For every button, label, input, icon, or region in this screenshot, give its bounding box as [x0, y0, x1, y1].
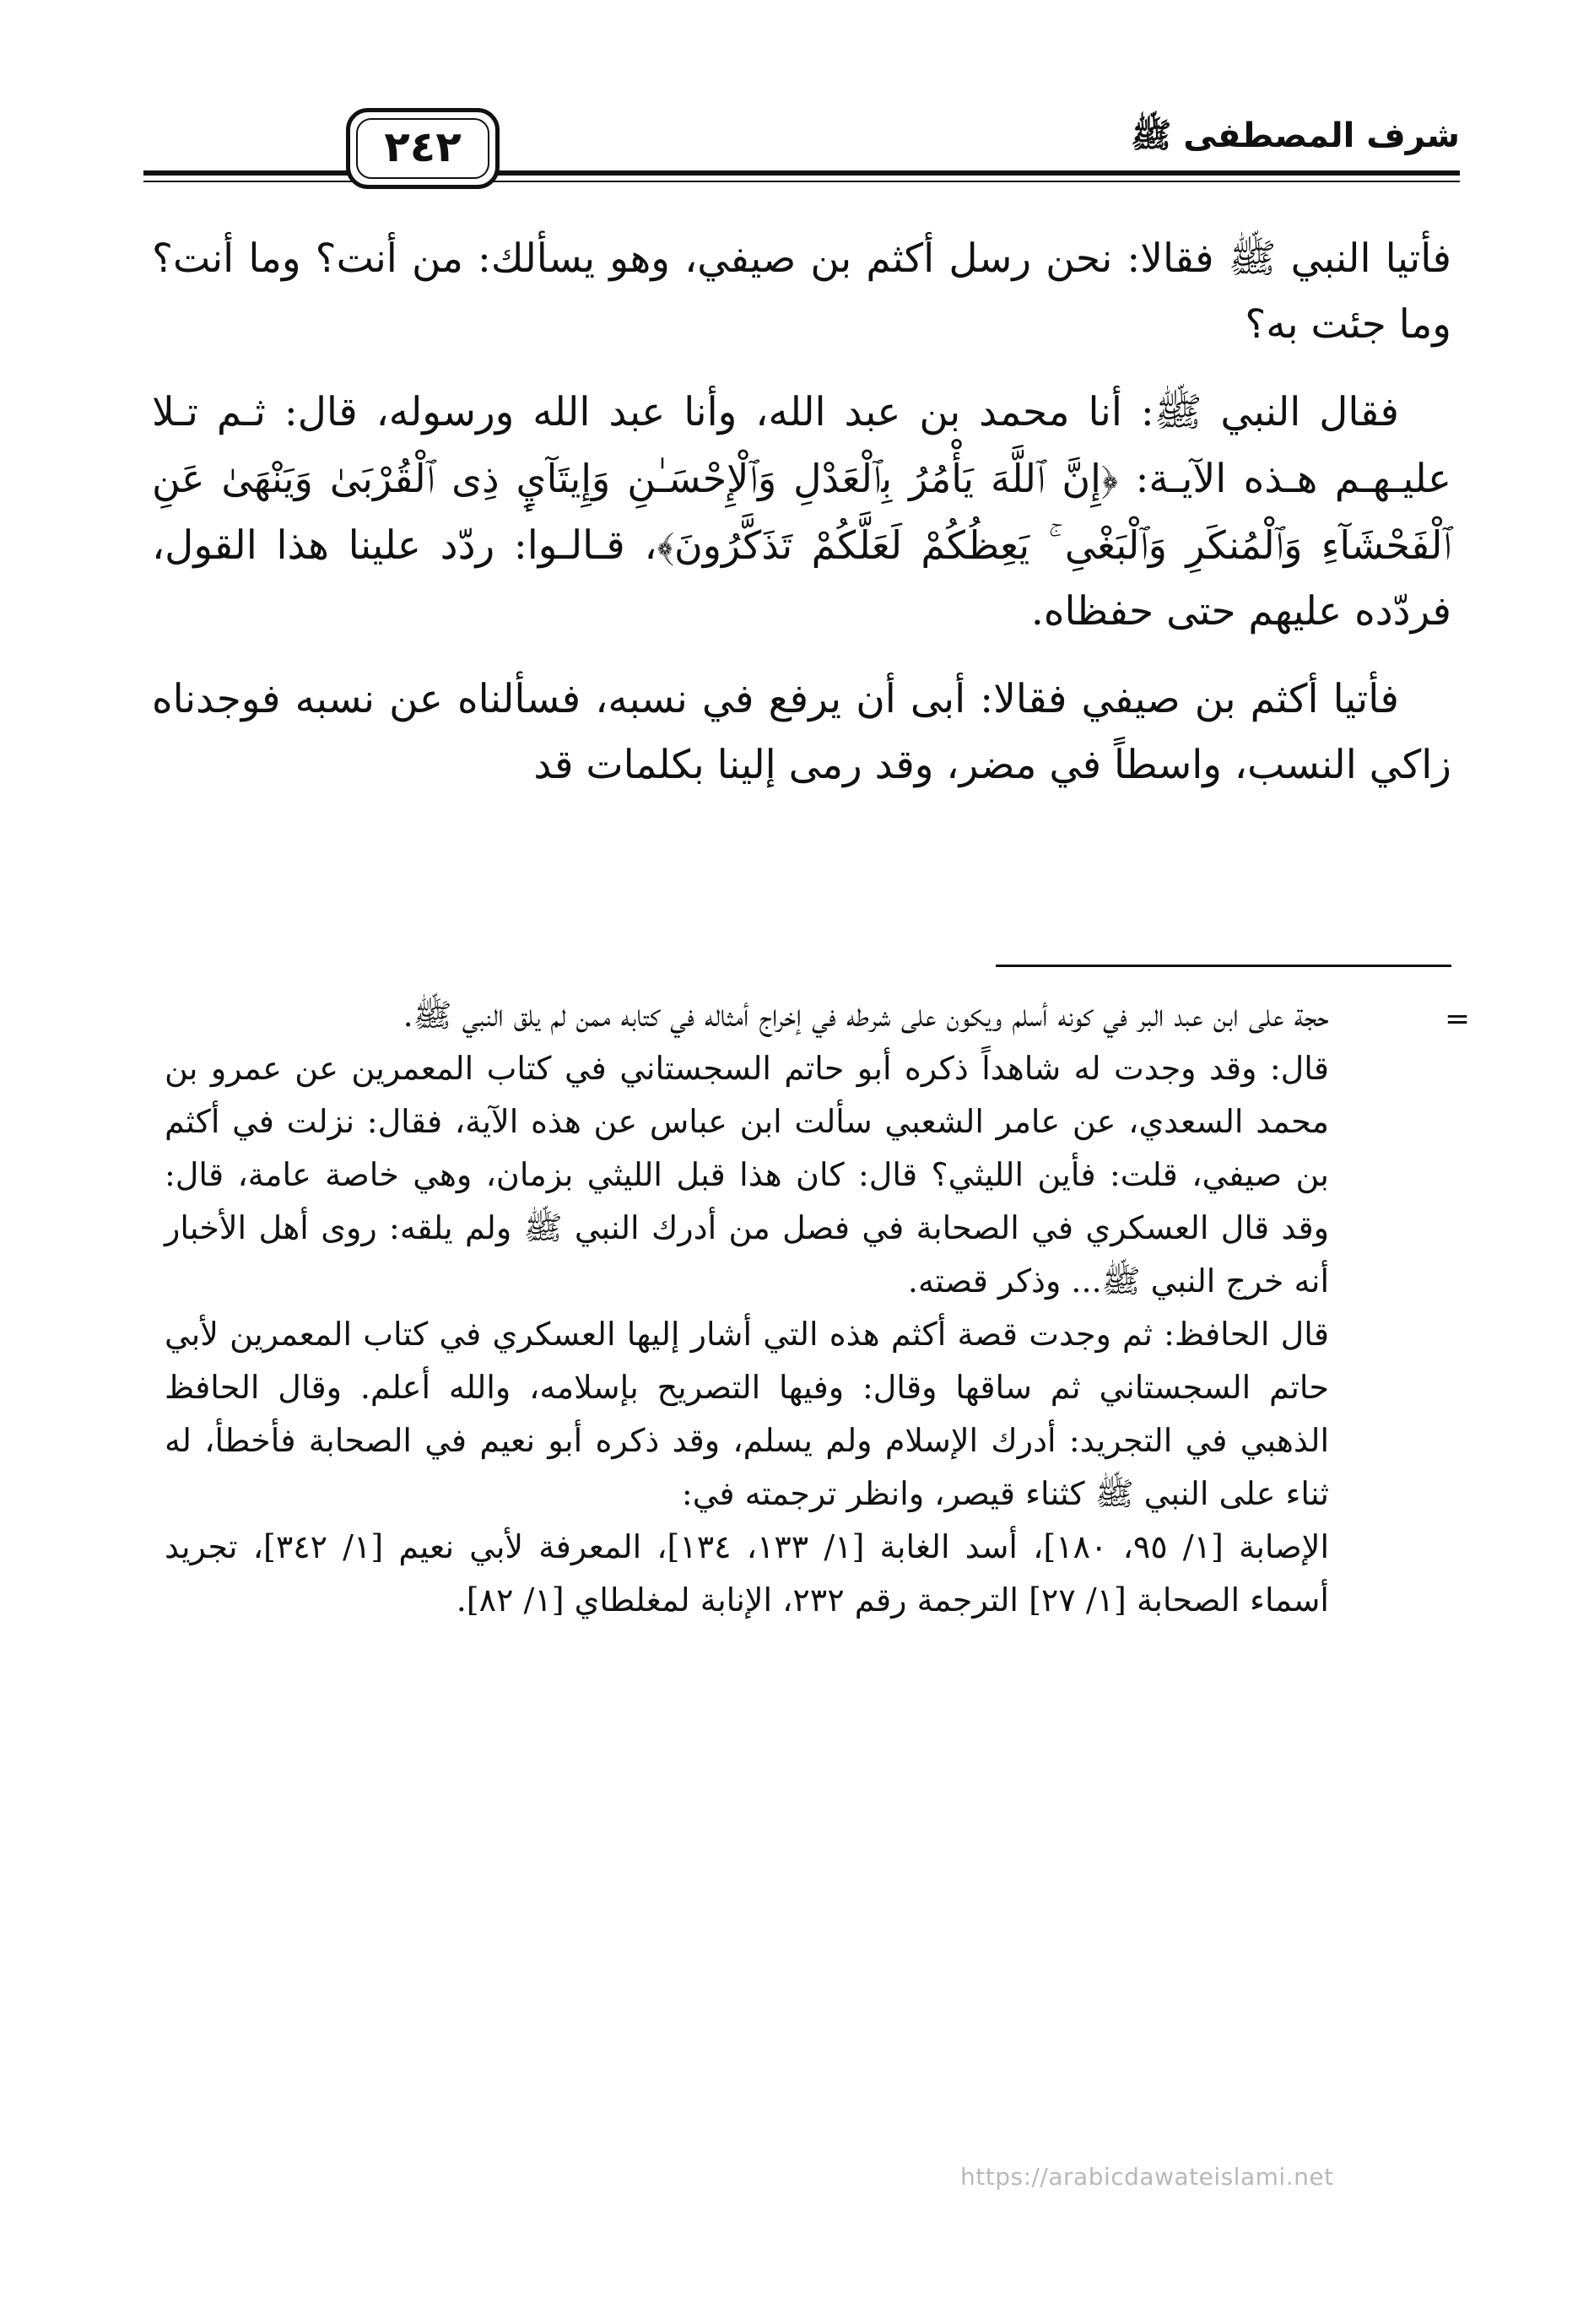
paragraph-2-end: ، قـالـوا: ردّد علينا هذا القول، فردّده عليهم حتى حفظاه. [152, 522, 1451, 635]
footnote-paragraph-3: قال الحافظ: ثم وجدت قصة أكثم هذه التي أشار إليها العسكري في كتاب المعمرين لأبي حاتم السجستاني ثم ساقها وقال: وفيها التصريح بإسلامه، والله أعلم. وقال الحافظ الذهبي في التجريد: أدرك الإسلام ولم يسلم، وقد ذكره أبو نعيم في الصحابة فأخطأ، له ثناء على النبي ﷺ كثناء قيصر، وانظر ترجمته في: [165, 1316, 1329, 1512]
paragraph-2 [152, 380, 1451, 645]
paragraph-1: فأتيا النبي ﷺ فقالا: نحن رسل أكثم بن صيفي، وهو يسألك: من أنت؟ وما أنت؟ وما جئت به؟ [152, 235, 1451, 348]
header-rule [143, 170, 1460, 176]
watermark-url: https://arabicdawateislami.net [960, 2163, 1334, 2191]
page-number: ٢٤٢ [384, 122, 462, 171]
book-title: شرف المصطفى ﷺ [1119, 115, 1460, 164]
page-header [143, 108, 1460, 201]
paragraph-3: فأتيا أكثم بن صيفي فقالا: أبى أن يرفع في نسبه، فسألناه عن نسبه فوجدناه زاكي النسب، واسطاً في مضر، وقد رمى إلينا بكلمات قد [152, 676, 1451, 788]
quran-verse: ﴿إِنَّ ٱللَّهَ يَأْمُرُ بِٱلْعَدْلِ وَٱلْإِحْسَـٰنِ وَإِيتَآيِٕ ذِى ٱلْقُرْبَىٰ وَيَنْهَىٰ عَنِ ٱلْفَحْشَآءِ وَٱلْمُنكَرِ وَٱلْبَغْىِ ۚ يَعِظُكُمْ لَعَلَّكُمْ تَذَكَّرُونَ﴾ [152, 456, 1451, 568]
footnote-paragraph-2: قال: وقد وجدت له شاهداً ذكره أبو حاتم السجستاني في كتاب المعمرين عن عمرو بن محمد السعدي، عن عامر الشعبي سألت ابن عباس عن هذه الآية، فقال: نزلت في أكثم بن صيفي، قلت: فأين الليثي؟ قال: كان هذا قبل الليثي بزمان، وهي خاصة عامة، قال: وقد قال العسكري في الصحابة في فصل من أدرك النبي ﷺ ولم يلقه: روى أهل الأخبار أنه خرج النبي ﷺ... وذكر قصته. [165, 1050, 1329, 1300]
footnote [165, 989, 1329, 1627]
footnote-paragraph-1: حجة على ابن عبد البر في كونه أسلم ويكون على شرطه في إخراج أمثاله في كتابه ممن لم يلق النبي ﷺ. [403, 997, 1329, 1034]
paragraph-2-intro: فقال النبي ﷺ: أنا محمد بن عبد الله، وأنا عبد الله ورسوله، قال: ثـم تـلا عليـهـم هـذه الآيـة: [152, 389, 1451, 502]
footnote-separator [996, 965, 1451, 967]
header-rule-thin [143, 181, 1460, 182]
footnote-references: الإصابة [١/ ٩٥، ١٨٠]، أسد الغابة [١/ ١٣٣، ١٣٤]، المعرفة لأبي نعيم [١/ ٣٤٢]، تجريد أسماء الصحابة [١/ ٢٧] الترجمة رقم ٢٣٢، الإنابة لمغلطاي [١/ ٨٢]. [165, 1528, 1330, 1619]
footnote-continued-mark: = [1445, 1002, 1471, 1036]
page-number-frame [346, 108, 500, 189]
main-text [152, 226, 1451, 820]
